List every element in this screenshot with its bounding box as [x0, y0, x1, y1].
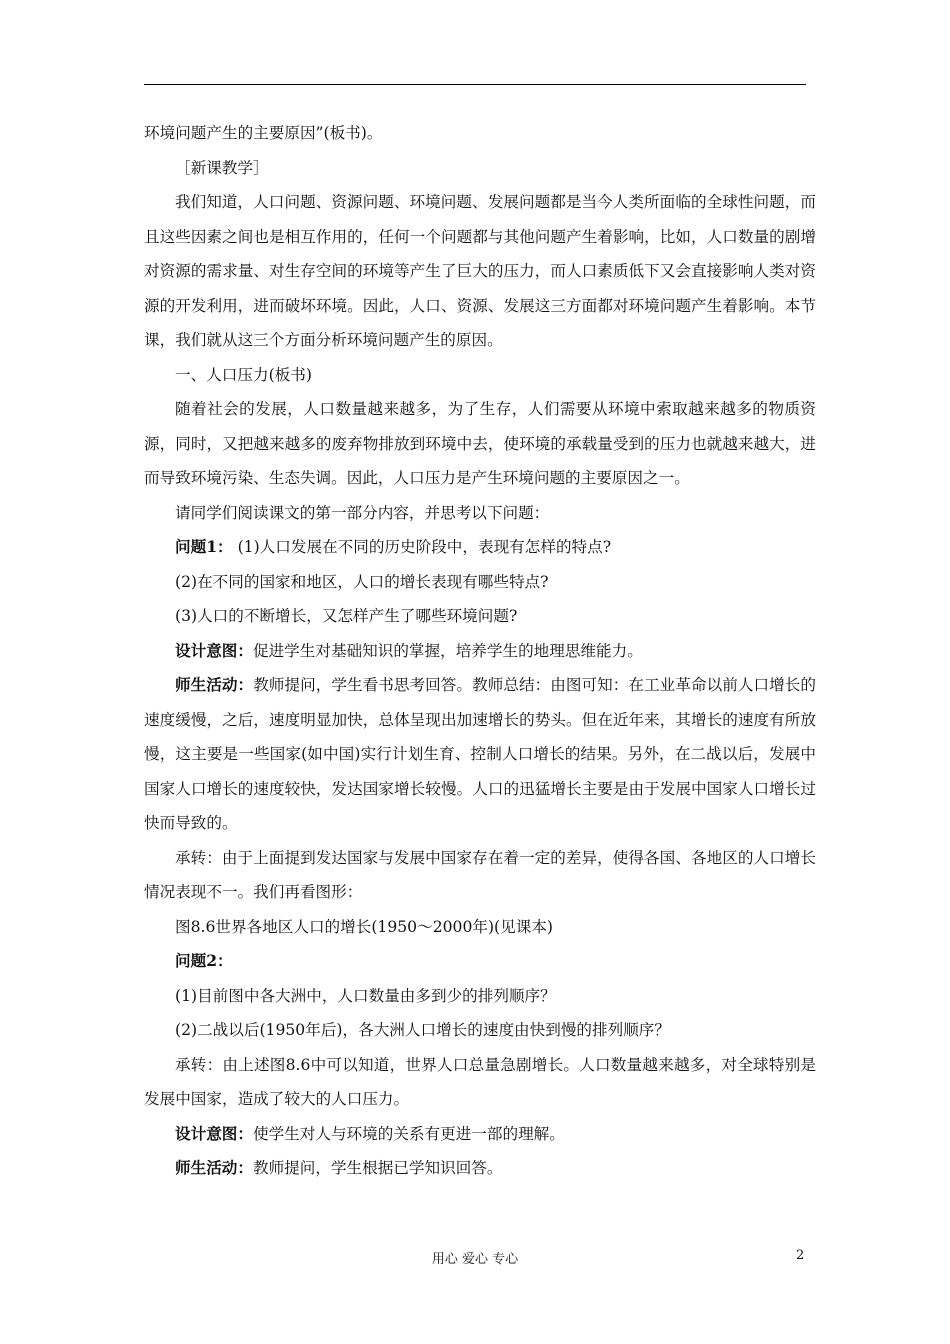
page-number: 2	[796, 1248, 805, 1263]
design-intent-2: 设计意图：使学生对人与环境的关系有更进一部的理解。	[175, 1123, 565, 1143]
question-1-part-2: (2)在不同的国家和地区，人口的增长表现有哪些特点?	[175, 572, 549, 591]
question-2	[144, 944, 816, 979]
question-2-part-1: (1)目前图中各大洲中，人口数量由多到少的排列顺序？	[175, 986, 556, 1005]
footer-motto: 用心 爱心 专心	[431, 1252, 519, 1267]
design-intent-2-label: 设计意图：	[175, 1123, 253, 1143]
question-2-label: 问题2：	[175, 951, 233, 970]
paragraph-population: 随着社会的发展，人口数量越来越多，为了生存，人们需要从环境中索取越来越多的物质资源，同时，又把越来越多的废弃物排放到环境中去，使环境的承载量受到的压力也就越来越大，进而导致环境污染、生态失调。因此，人口压力是产生环境问题的主要原因之一。	[144, 400, 816, 487]
transition-1: 承转：由于上面提到发达国家与发展中国家存在着一定的差异，使得各国、各地区的人口增长情况表现不一。我们再看图形：	[144, 848, 816, 901]
header-rule	[144, 84, 806, 85]
teacher-activity-1-label: 师生活动：	[175, 675, 254, 694]
figure-reference: 图8.6世界各地区人口的增长(1950～2000年)(见课本)	[175, 917, 554, 936]
teacher-activity-1: 师生活动：教师提问，学生看书思考回答。教师总结：由图可知：在工业革命以前人口增长的速度缓慢，之后，速度明显加快，总体呈现出加速增长的势头。但在近年来，其增长的速度有所放慢，这主要是一些国家(如中国)实行计划生育、控制人口增长的结果。另外，在二战以后，发展中国家人口增长的速度较快，发达国家增长较慢。人口的迅猛增长主要是由于发展中国家人口增长过快而导致的。	[144, 675, 816, 832]
transition-2: 承转：由上述图8.6中可以知道，世界人口总量急剧增长。人口数量越来越多，对全球特别是发展中国家，造成了较大的人口压力。	[144, 1055, 816, 1108]
teacher-activity-2-label: 师生活动：	[175, 1158, 253, 1177]
question-2-part-2: (2)二战以后(1950年后)，各大洲人口增长的速度由快到慢的排列顺序？	[175, 1021, 670, 1039]
question-1-part-3: (3)人口的不断增长，又怎样产生了哪些环境问题?	[175, 607, 518, 625]
document-body	[144, 116, 816, 1186]
question-1: 问题1： (1)人口发展在不同的历史阶段中，表现有怎样的特点?	[175, 537, 612, 556]
paragraph-reading-instruction: 请同学们阅读课文的第一部分内容，并思考以下问题：	[175, 503, 550, 522]
paragraph-1: 环境问题产生的主要原因”(板书)。	[144, 124, 383, 142]
question-1-label: 问题1：	[175, 537, 233, 556]
design-intent-1-label: 设计意图：	[175, 640, 253, 660]
design-intent-1: 设计意图：促进学生对基础知识的掌握，培养学生的地理思维能力。	[175, 640, 643, 660]
teacher-activity-2: 师生活动：教师提问，学生根据已学知识回答。	[175, 1158, 503, 1177]
paragraph-intro: 我们知道，人口问题、资源问题、环境问题、发展问题都是当今人类所面临的全球性问题，而且这些因素之间也是相互作用的，任何一个问题都与其他问题产生着影响，比如，人口数量的剧增对资源的需求量、对生存空间的环境等产生了巨大的压力，而人口素质低下又会直接影响人类对资源的开发利用，进而破坏环境。因此，人口、资源、发展这三方面都对环境问题产生着影响。本节课，我们就从这三个方面分析环境问题产生的原因。	[144, 193, 816, 349]
section-heading-population-pressure: 一、人口压力(板书)	[175, 365, 312, 384]
section-heading-new-lesson: ［新课教学］	[175, 158, 269, 177]
